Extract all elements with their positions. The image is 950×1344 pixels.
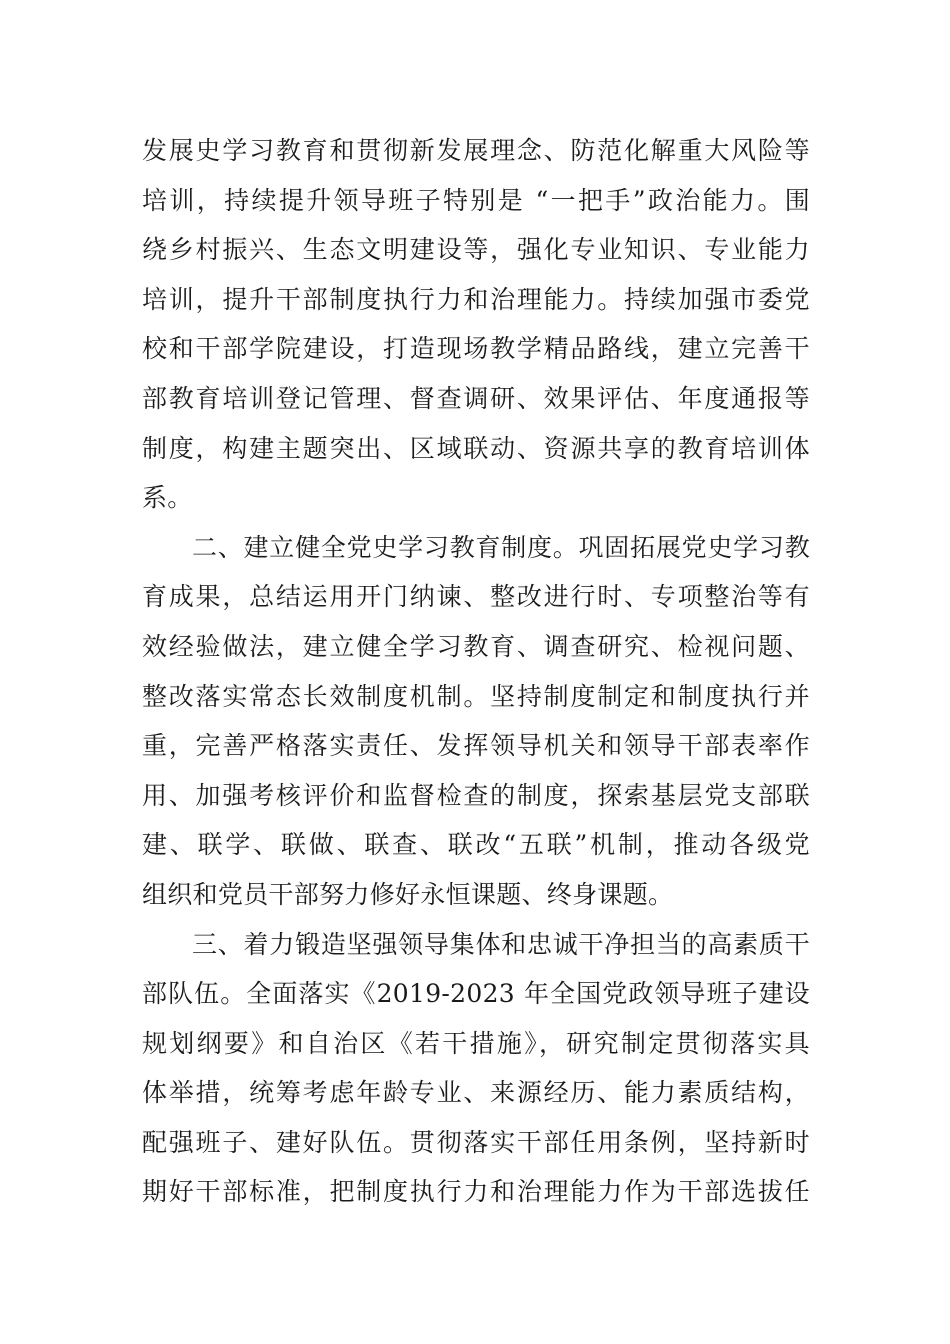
text-line: 部教育培训登记管理、督查调研、效果评估、年度通报等 — [142, 383, 810, 413]
text-line: 规划纲要》和自治区《若干措施》，研究制定贯彻落实具 — [142, 1028, 810, 1058]
text-line: 配强班子、建好队伍。贯彻落实干部任用条例，坚持新时 — [142, 1127, 810, 1157]
text-line: 校和干部学院建设，打造现场教学精品路线，建立完善干 — [142, 334, 810, 364]
text-line: 整改落实常态长效制度机制。坚持制度制定和制度执行并 — [142, 681, 810, 711]
text-line: 建、联学、联做、联查、联改“五联”机制，推动各级党 — [142, 830, 810, 860]
text-line: 育成果，总结运用开门纳谏、整改进行时、专项整治等有 — [142, 582, 810, 612]
text-line: 培训，提升干部制度执行力和治理能力。持续加强市委党 — [142, 284, 810, 314]
text-line: 体举措，统筹考虑年龄专业、来源经历、能力素质结构， — [142, 1078, 810, 1108]
text-line: 用、加强考核评价和监督检查的制度，探索基层党支部联 — [142, 780, 810, 810]
section-heading-line: 二、建立健全党史学习教育制度。巩固拓展党史学习教 — [192, 532, 810, 562]
text-line: 部队伍。全面落实《2019-2023 年全国党政领导班子建设 — [142, 979, 810, 1009]
text-line: 组织和党员干部努力修好永恒课题、终身课题。 — [142, 879, 674, 909]
text-line: 效经验做法，建立健全学习教育、调查研究、检视问题、 — [142, 631, 810, 661]
section-heading-line: 三、着力锻造坚强领导集体和忠诚干净担当的高素质干 — [192, 929, 810, 959]
text-line: 系。 — [142, 483, 193, 513]
text-line: 期好干部标准，把制度执行力和治理能力作为干部选拔任 — [142, 1177, 810, 1207]
document-body — [142, 126, 810, 1217]
text-line: 培训，持续提升领导班子特别是 “一把手”政治能力。围 — [142, 185, 810, 215]
text-line: 绕乡村振兴、生态文明建设等，强化专业知识、专业能力 — [142, 235, 810, 265]
text-line: 制度，构建主题突出、区域联动、资源共享的教育培训体 — [142, 433, 810, 463]
text-line: 发展史学习教育和贯彻新发展理念、防范化解重大风险等 — [142, 136, 810, 165]
text-line: 重，完善严格落实责任、发挥领导机关和领导干部表率作 — [142, 731, 810, 761]
